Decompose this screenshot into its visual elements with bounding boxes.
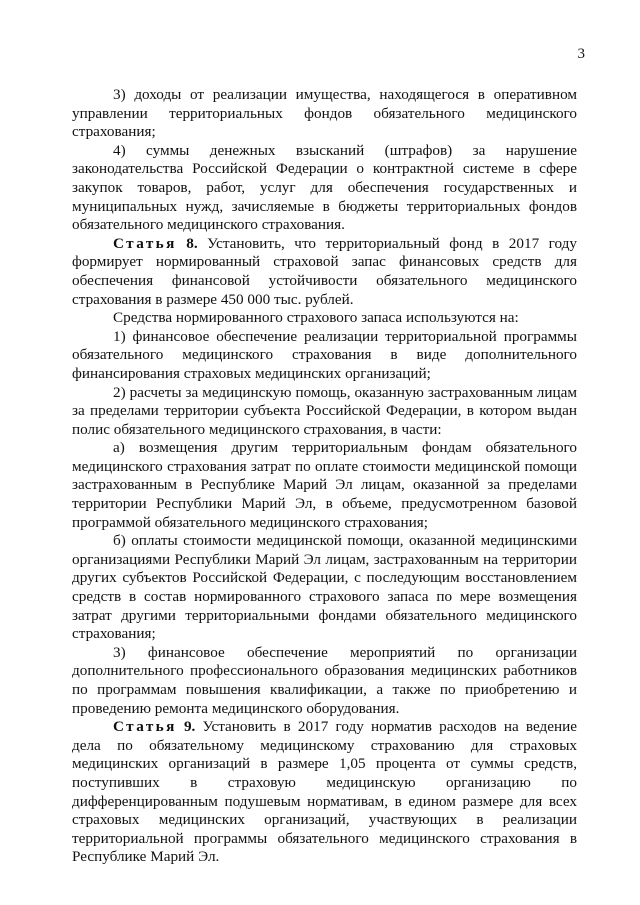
list-item-2 — [72, 384, 577, 440]
article-text: Установить в 2017 году норматив расходов на ведение дела по обязательному медицинскому страхованию для страховых медицинских организаций в размере 1,05 процента от суммы средств, поступивших в страховую медицинскую организацию по дифференцированным подушевым нормативам, в едином размере для всех страховых медицинских организаций, участвующих в реализации территориальной программы обязательного медицинского страхования в Республике Марий Эл. — [72, 718, 577, 866]
article-label: Статья — [113, 234, 177, 252]
paragraph-text: 3) доходы от реализации имущества, находящегося в оперативном управлении территориальных фондов обязательного медицинского страхования; — [72, 86, 577, 141]
paragraph-text: 4) суммы денежных взысканий (штрафов) за нарушение законодательства Российской Федерации о контрактной системе в сфере закупок товаров, работ, услуг для обеспечения государственных и муниципальных нужд, зачисляемые в бюджеты территориальных фондов обязательного медицинского страхования. — [72, 141, 577, 234]
list-item-3 — [72, 644, 577, 718]
article-8 — [72, 235, 577, 309]
article-number: 9. — [183, 718, 196, 736]
paragraph-text: 3) финансовое обеспечение мероприятий по организации дополнительного профессионального образования медицинских работников по программам повышения квалификации, а также по приобретению и проведению ремонта медицинского оборудования. — [72, 643, 577, 717]
list-item-2b — [72, 532, 577, 644]
page-number: 3 — [577, 46, 585, 62]
paragraph-text: б) оплаты стоимости медицинской помощи, оказанной медицинскими организациями Республики Марий Эл лицам, застрахованным на территории других субъектов Российской Федерации, с последующим восстановлением средств в состав нормированного страхового запаса по мере возмещения затрат другими территориальными фондами обязательного медицинского страхования; — [72, 532, 577, 643]
list-item-2a — [72, 439, 577, 532]
paragraph-text: 1) финансовое обеспечение реализации территориальной программы обязательного медицинского страхования в виде дополнительного финансирования страховых медицинских организаций; — [72, 327, 577, 382]
document-body — [72, 86, 577, 867]
article-label: Статья — [113, 718, 177, 736]
paragraph-penalties — [72, 142, 577, 235]
article-text: Установить, что территориальный фонд в 2017 году формирует нормированный страховой запас финансовых средств для обеспечения финансовой устойчивости обязательного медицинского страхования в размере 450 000 тыс. рублей. — [72, 234, 578, 308]
article-9 — [72, 718, 577, 867]
paragraph-reserve-use — [72, 309, 577, 328]
paragraph-text: Средства нормированного страхового запаса используются на: — [113, 309, 519, 327]
paragraph-text: 2) расчеты за медицинскую помощь, оказанную застрахованным лицам за пределами территории субъекта Российской Федерации, в котором выдан полис обязательного медицинского страхования, в части: — [72, 383, 577, 438]
paragraph-text: а) возмещения другим территориальным фондам обязательного медицинского страхования затрат по оплате стоимости медицинской помощи застрахованным в Республике Марий Эл лицам, оказанной за пределами территории Республики Марий Эл, в объеме, предусмотренном базовой программой обязательного медицинского страхования; — [72, 439, 577, 531]
list-item-1 — [72, 328, 577, 384]
paragraph-income-property — [72, 86, 577, 142]
article-number: 8. — [186, 234, 198, 252]
